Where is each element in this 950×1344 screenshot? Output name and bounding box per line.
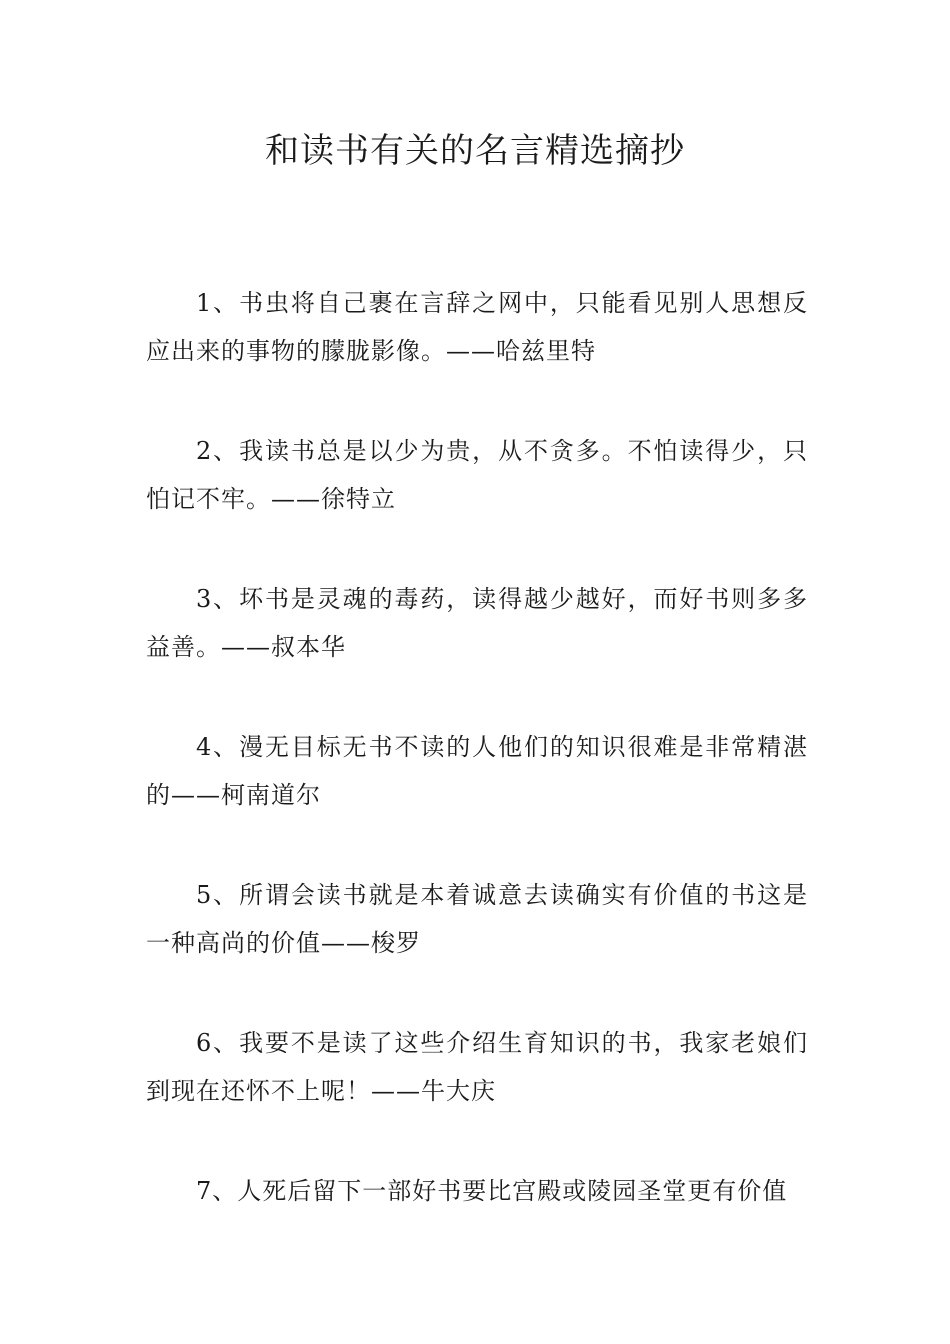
quote-item-1: 1、书虫将自己裹在言辞之网中，只能看见别人思想反应出来的事物的朦胧影像。——哈兹里特: [146, 289, 808, 365]
quote-item-2: 2、我读书总是以少为贵，从不贪多。不怕读得少，只怕记不牢。——徐特立: [146, 437, 808, 513]
quote-item-6: 6、我要不是读了这些介绍生育知识的书，我家老娘们到现在还怀不上呢！——牛大庆: [146, 1029, 808, 1105]
quote-item-3: 3、坏书是灵魂的毒药，读得越少越好，而好书则多多益善。——叔本华: [146, 585, 808, 661]
page-title: 和读书有关的名言精选摘抄: [265, 131, 685, 171]
quote-item-4: 4、漫无目标无书不读的人他们的知识很难是非常精湛的——柯南道尔: [146, 733, 808, 809]
quote-item-7: 7、人死后留下一部好书要比宫殿或陵园圣堂更有价值: [196, 1177, 788, 1205]
quote-item-5: 5、所谓会读书就是本着诚意去读确实有价值的书这是一种高尚的价值——梭罗: [146, 881, 808, 957]
quote-list: [146, 279, 808, 1267]
